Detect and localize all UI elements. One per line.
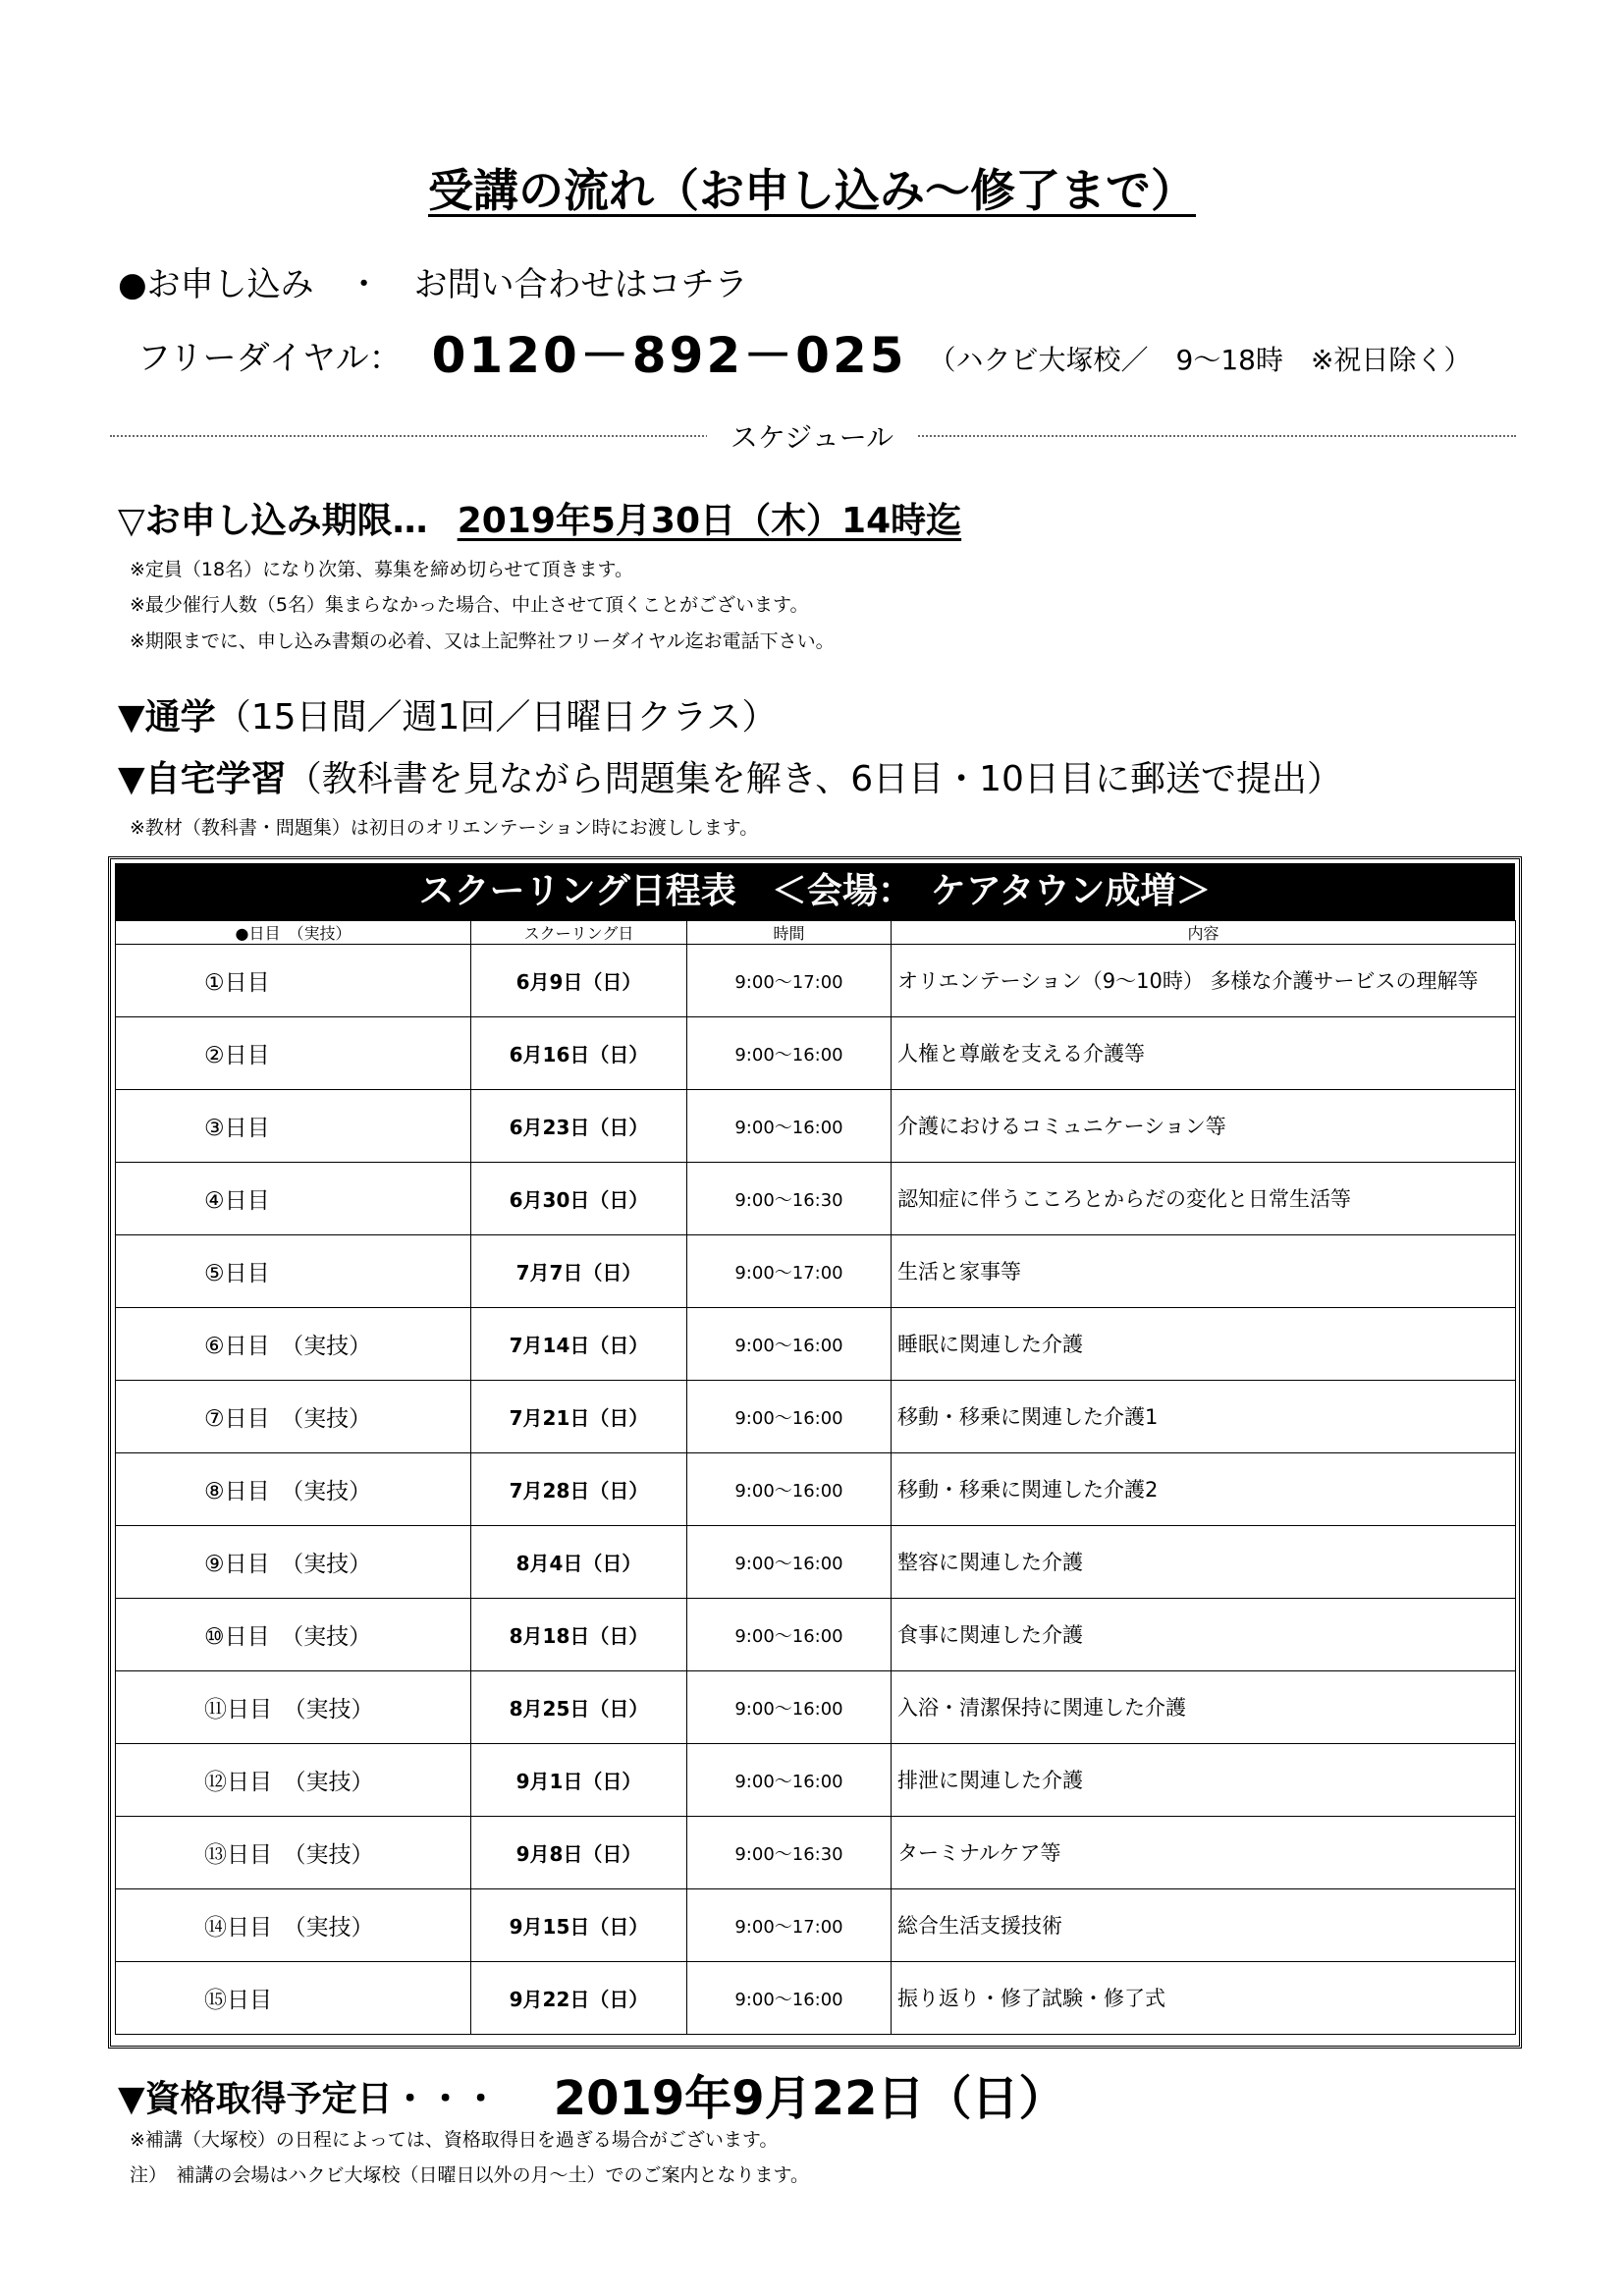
home-study-detail: （教科書を見ながら問題集を解き、6日目・10日目に郵送で提出） <box>286 759 1342 799</box>
schedule-table-frame <box>108 856 1522 2049</box>
row-date: 6月30日（日） <box>471 1163 687 1235</box>
row-time: 9:00～16:00 <box>687 1526 892 1599</box>
home-study-note: ※教材（教科書・問題集）は初日のオリエンテーション時にお渡しします。 <box>130 817 759 839</box>
row-date: 8月4日（日） <box>471 1526 687 1599</box>
deadline-date: 2019年5月30日（木）14時迄 <box>457 501 962 541</box>
row-date: 9月15日（日） <box>471 1889 687 1962</box>
table-row <box>116 1308 1516 1381</box>
row-day: ⑥日目 （実技） <box>116 1308 471 1381</box>
row-day: ⑪日目 （実技） <box>116 1671 471 1744</box>
row-day: ③日目 <box>116 1090 471 1163</box>
row-day: ⑫日目 （実技） <box>116 1744 471 1817</box>
schedule-label-wrap <box>0 416 1624 456</box>
table-row <box>116 1817 1516 1889</box>
deadline-line <box>118 493 961 543</box>
phone-line <box>137 316 1471 387</box>
row-content: 睡眠に関連した介護 <box>892 1308 1516 1381</box>
table-header-row <box>116 921 1516 945</box>
phone-note: （ハクビ大塚校／ 9～18時 ※祝日除く） <box>928 344 1472 376</box>
row-content: 食事に関連した介護 <box>892 1599 1516 1671</box>
row-time: 9:00～16:00 <box>687 1744 892 1817</box>
certification-label: ▼資格取得予定日・・・ <box>118 2079 499 2119</box>
row-time: 9:00～16:00 <box>687 1599 892 1671</box>
row-day: ⑦日目 （実技） <box>116 1381 471 1453</box>
deadline-note: ※定員（18名）になり次第、募集を締め切らせて頂きます。 <box>130 559 634 580</box>
commute-line <box>118 689 777 739</box>
row-time: 9:00～16:30 <box>687 1817 892 1889</box>
row-content: 振り返り・修了試験・修了式 <box>892 1962 1516 2035</box>
certification-note: 注） 補講の会場はハクビ大塚校（日曜日以外の月～土）でのご案内となります。 <box>130 2164 809 2186</box>
deadline-label: ▽お申し込み期限… <box>118 501 428 541</box>
row-content: 生活と家事等 <box>892 1235 1516 1308</box>
table-row <box>116 1744 1516 1817</box>
page-title: 受講の流れ（お申し込み～修了まで） <box>428 164 1196 217</box>
row-day: ⑭日目 （実技） <box>116 1889 471 1962</box>
row-day: ④日目 <box>116 1163 471 1235</box>
schedule-table-title <box>115 863 1515 920</box>
row-time: 9:00～17:00 <box>687 945 892 1017</box>
table-row <box>116 1962 1516 2035</box>
row-day: ⑤日目 <box>116 1235 471 1308</box>
row-time: 9:00～17:00 <box>687 1889 892 1962</box>
header-time: 時間 <box>687 921 892 945</box>
home-study-line <box>118 751 1342 801</box>
row-content: 整容に関連した介護 <box>892 1526 1516 1599</box>
phone-number[interactable]: 0120－892－025 <box>431 327 907 384</box>
table-row <box>116 1671 1516 1744</box>
row-date: 8月25日（日） <box>471 1671 687 1744</box>
contact-heading: ●お申し込み ・ お問い合わせはコチラ <box>118 265 748 304</box>
row-time: 9:00～16:00 <box>687 1308 892 1381</box>
row-time: 9:00～16:00 <box>687 1962 892 2035</box>
phone-label: フリーダイヤル： <box>137 339 403 378</box>
row-date: 7月21日（日） <box>471 1381 687 1453</box>
table-row <box>116 1381 1516 1453</box>
row-date: 9月22日（日） <box>471 1962 687 2035</box>
table-row <box>116 1889 1516 1962</box>
row-content: 総合生活支援技術 <box>892 1889 1516 1962</box>
row-time: 9:00～16:00 <box>687 1381 892 1453</box>
certification-date: 2019年9月22日（日） <box>553 2071 1066 2126</box>
row-day: ⑮日目 <box>116 1962 471 2035</box>
schedule-table <box>115 920 1516 2035</box>
row-date: 9月8日（日） <box>471 1817 687 1889</box>
row-content: ターミナルケア等 <box>892 1817 1516 1889</box>
row-date: 7月14日（日） <box>471 1308 687 1381</box>
row-time: 9:00～16:00 <box>687 1090 892 1163</box>
row-content: 排泄に関連した介護 <box>892 1744 1516 1817</box>
row-time: 9:00～16:00 <box>687 1017 892 1090</box>
row-date: 6月23日（日） <box>471 1090 687 1163</box>
row-day: ⑧日目 （実技） <box>116 1453 471 1526</box>
table-title-text: スクーリング日程表 <box>418 871 736 911</box>
row-content: 移動・移乗に関連した介護2 <box>892 1453 1516 1526</box>
table-row <box>116 1017 1516 1090</box>
row-content: 介護におけるコミュニケーション等 <box>892 1090 1516 1163</box>
row-content: オリエンテーション（9～10時） 多様な介護サービスの理解等 <box>892 945 1516 1017</box>
row-day: ②日目 <box>116 1017 471 1090</box>
table-row <box>116 1599 1516 1671</box>
table-row <box>116 1235 1516 1308</box>
row-content: 入浴・清潔保持に関連した介護 <box>892 1671 1516 1744</box>
row-time: 9:00～16:30 <box>687 1163 892 1235</box>
row-date: 6月16日（日） <box>471 1017 687 1090</box>
header-date: スクーリング日 <box>471 921 687 945</box>
schedule-label: スケジュール <box>707 421 917 454</box>
row-date: 6月9日（日） <box>471 945 687 1017</box>
table-venue: ＜会場： ケアタウン成増＞ <box>771 871 1212 911</box>
row-time: 9:00～17:00 <box>687 1235 892 1308</box>
certification-line <box>118 2060 1065 2128</box>
certification-note: ※補講（大塚校）の日程によっては、資格取得日を過ぎる場合がございます。 <box>130 2129 779 2151</box>
table-row <box>116 1526 1516 1599</box>
deadline-note: ※最少催行人数（5名）集まらなかった場合、中止させて頂くことがございます。 <box>130 594 809 616</box>
row-time: 9:00～16:00 <box>687 1453 892 1526</box>
row-content: 移動・移乗に関連した介護1 <box>892 1381 1516 1453</box>
row-day: ⑬日目 （実技） <box>116 1817 471 1889</box>
commute-detail: （15日間／週1回／日曜日クラス） <box>215 697 778 738</box>
deadline-note: ※期限までに、申し込み書類の必着、又は上記弊社フリーダイヤル迄お電話下さい。 <box>130 630 835 652</box>
header-day: ●日目 （実技） <box>116 921 471 945</box>
commute-label: ▼通学 <box>118 697 216 738</box>
row-date: 7月28日（日） <box>471 1453 687 1526</box>
row-day: ⑩日目 （実技） <box>116 1599 471 1671</box>
row-content: 人権と尊厳を支える介護等 <box>892 1017 1516 1090</box>
table-row <box>116 945 1516 1017</box>
row-time: 9:00～16:00 <box>687 1671 892 1744</box>
home-study-label: ▼自宅学習 <box>118 759 287 799</box>
table-row <box>116 1090 1516 1163</box>
row-content: 認知症に伴うこころとからだの変化と日常生活等 <box>892 1163 1516 1235</box>
header-content: 内容 <box>892 921 1516 945</box>
row-date: 9月1日（日） <box>471 1744 687 1817</box>
row-date: 7月7日（日） <box>471 1235 687 1308</box>
table-row <box>116 1163 1516 1235</box>
table-row <box>116 1453 1516 1526</box>
row-day: ①日目 <box>116 945 471 1017</box>
row-date: 8月18日（日） <box>471 1599 687 1671</box>
row-day: ⑨日目 （実技） <box>116 1526 471 1599</box>
